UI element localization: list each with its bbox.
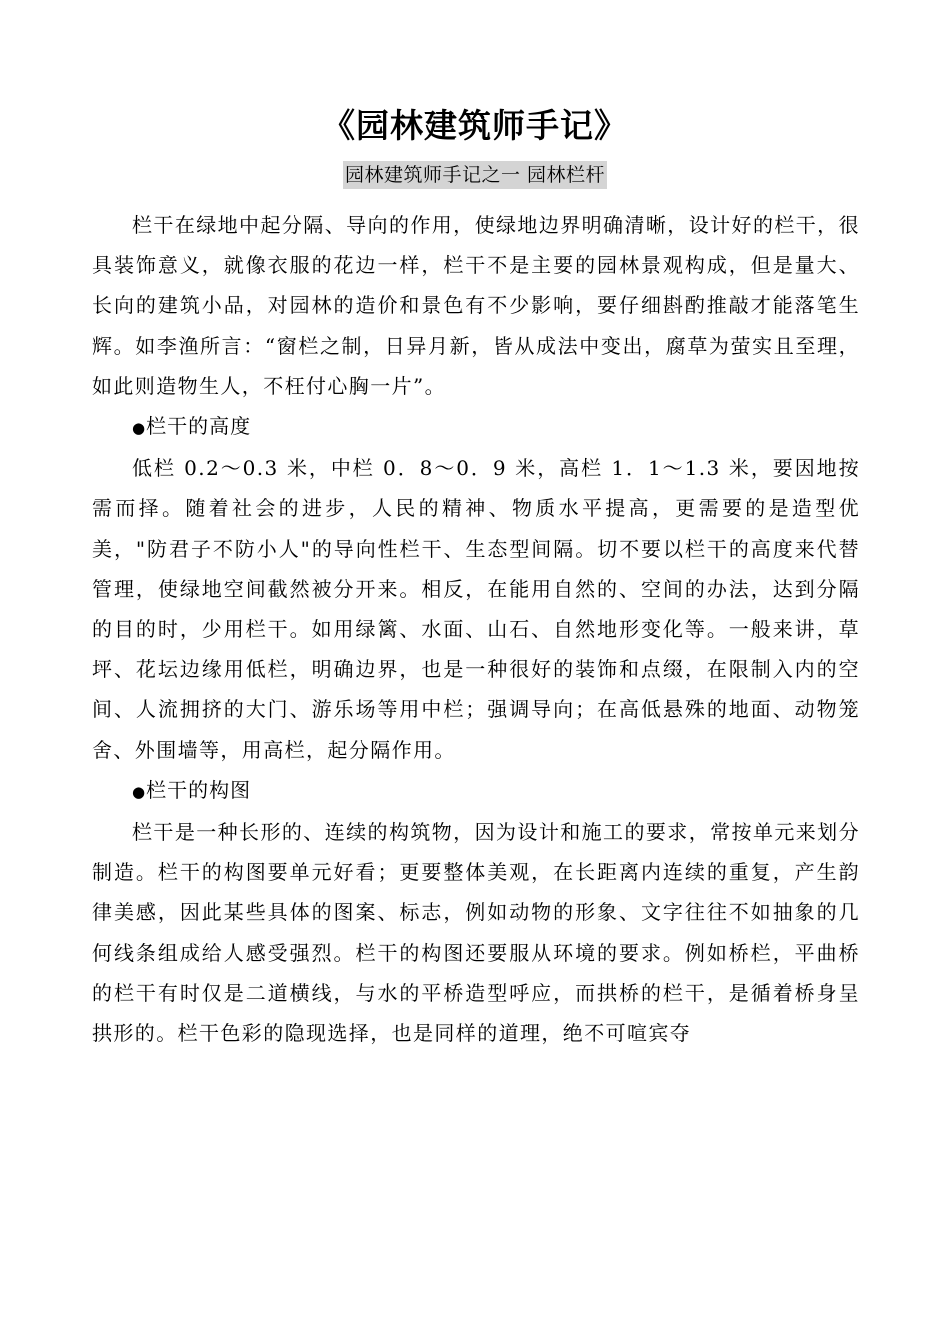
article-body	[92, 205, 860, 1053]
bullet-icon: ●	[132, 782, 147, 801]
subtitle: 园林建筑师手记之一 园林栏杆	[343, 161, 607, 189]
page-title: 《园林建筑师手记》	[322, 106, 628, 145]
section-heading-composition-text: 栏干的构图	[146, 777, 252, 802]
paragraph-intro: 栏干在绿地中起分隔、导向的作用，使绿地边界明确清晰，设计好的栏干，很具装饰意义，就像衣服的花边一样，栏干不是主要的园林景观构成，但是量大、长向的建筑小品，对园林的造价和景色有不少影响，要仔细斟酌推敲才能落笔生辉。如李渔所言：“窗栏之制，日异月新，皆从成法中变出，腐草为萤实且至理，如此则造物生人，不枉付心胸一片”。	[92, 213, 860, 398]
section-heading-height	[92, 406, 860, 448]
paragraph-height: 低栏 0.2～0.3 米，中栏 0．8～0．9 米，高栏 1．1～1.3 米，要因地按需而择。随着社会的进步，人民的精神、物质水平提高，更需要的是造型优美，"防君子不防小人"的导向性栏干、生态型间隔。切不要以栏干的高度来代替管理，使绿地空间截然被分开来。相反，在能用自然的、空间的办法，达到分隔的目的时，少用栏干。如用绿篱、水面、山石、自然地形变化等。一般来讲，草坪、花坛边缘用低栏，明确边界，也是一种很好的装饰和点缀，在限制入内的空间、人流拥挤的大门、游乐场等用中栏；强调导向；在高低悬殊的地面、动物笼舍、外围墙等，用高栏，起分隔作用。	[92, 456, 860, 762]
section-heading-composition	[92, 770, 860, 812]
paragraph-composition: 栏干是一种长形的、连续的构筑物，因为设计和施工的要求，常按单元来划分制造。栏干的构图要单元好看；更要整体美观，在长距离内连续的重复，产生韵律美感，因此某些具体的图案、标志，例如动物的形象、文字往往不如抽象的几何线条组成给人感受强烈。栏干的构图还要服从环境的要求。例如桥栏，平曲桥的栏干有时仅是二道横线，与水的平桥造型呼应，而拱桥的栏干，是循着桥身呈拱形的。栏干色彩的隐现选择，也是同样的道理，绝不可喧宾夺	[92, 820, 860, 1046]
subtitle-container	[0, 161, 950, 189]
bullet-icon: ●	[132, 419, 147, 438]
section-heading-height-text: 栏干的高度	[146, 414, 252, 439]
